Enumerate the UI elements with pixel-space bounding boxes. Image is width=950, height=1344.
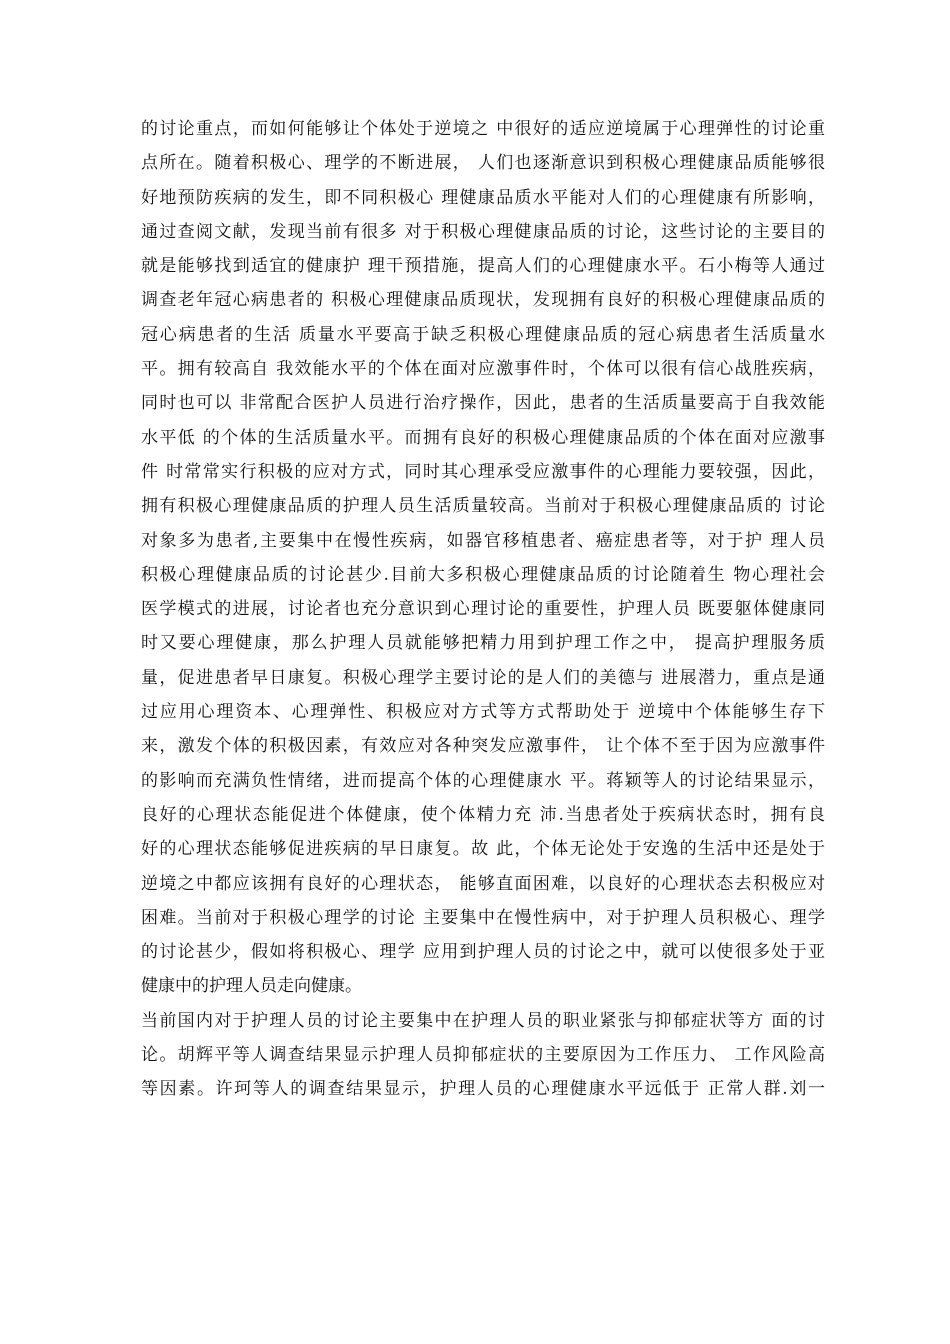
text-line: 冠心病患者的生活 质量水平要高于缺乏积极心理健康品质的冠心病患者生活质量水 (141, 324, 825, 345)
text-line: 好地预防疾病的发生，即不同积极心 理健康品质水平能对人们的心理健康有所影响， (141, 187, 825, 208)
text-line: 水平低 的个体的生活质量水平。而拥有良好的积极心理健康品质的个体在面对应激事 (141, 427, 825, 448)
document-body (141, 112, 825, 1107)
text-line: 健康中的护理人员走向健康。 (141, 976, 362, 997)
paragraph-1 (141, 112, 825, 1004)
text-line: 医学模式的进展，讨论者也充分意识到心理讨论的重要性，护理人员 既要躯体健康同 (141, 599, 825, 620)
text-line: 通过查阅文献，发现当前有很多 对于积极心理健康品质的讨论，这些讨论的主要目的 (141, 221, 825, 242)
text-line: 论。胡辉平等人调查结果显示护理人员抑郁症状的主要原因为工作压力、 工作风险高 (141, 1045, 825, 1066)
text-line: 时又要心理健康，那么护理人员就能够把精力用到护理工作之中， 提高护理服务质 (141, 633, 825, 654)
text-line: 调查老年冠心病患者的 积极心理健康品质现状，发现拥有良好的积极心理健康品质的 (141, 290, 825, 311)
text-line: 逆境之中都应该拥有良好的心理状态， 能够直面困难，以良好的心理状态去积极应对 (141, 873, 825, 894)
text-line: 就是能够找到适宜的健康护 理干预措施，提高人们的心理健康水平。石小梅等人通过 (141, 256, 825, 277)
text-line: 的讨论重点，而如何能够让个体处于逆境之 中很好的适应逆境属于心理弹性的讨论重 (141, 119, 825, 139)
text-line: 困难。当前对于积极心理学的讨论 主要集中在慢性病中，对于护理人员积极心、理学 (141, 907, 825, 928)
text-line: 等因素。许珂等人的调查结果显示，护理人员的心理健康水平远低于 正常人群.刘一 (141, 1079, 825, 1100)
text-line: 过应用心理资本、心理弹性、积极应对方式等方式帮助处于 逆境中个体能够生存下 (141, 702, 825, 723)
text-line: 拥有积极心理健康品质的护理人员生活质量较高。当前对于积极心理健康品质的 讨论 (141, 496, 825, 517)
text-line: 平。拥有较高自 我效能水平的个体在面对应激事件时，个体可以很有信心战胜疾病， (141, 359, 825, 380)
paragraph-2 (141, 1004, 825, 1107)
text-line: 良好的心理状态能促进个体健康，使个体精力充 沛.当患者处于疾病状态时，拥有良 (141, 804, 825, 825)
text-line: 的影响而充满负性情绪，进而提高个体的心理健康水 平。蒋颖等人的讨论结果显示， (141, 770, 825, 791)
text-line: 来，激发个体的积极因素，有效应对各种突发应激事件， 让个体不至于因为应激事件 (141, 736, 825, 757)
text-line: 件 时常常实行积极的应对方式，同时其心理承受应激事件的心理能力要较强，因此， (141, 461, 825, 482)
text-line: 的讨论甚少，假如将积极心、理学 应用到护理人员的讨论之中，就可以使很多处于亚 (141, 942, 825, 963)
text-line: 点所在。随着积极心、理学的不断进展， 人们也逐渐意识到积极心理健康品质能够很 (141, 153, 825, 174)
text-line: 好的心理状态能够促进疾病的早日康复。故 此，个体无论处于安逸的生活中还是处于 (141, 839, 825, 860)
text-line: 积极心理健康品质的讨论甚少.目前大多积极心理健康品质的讨论随着生 物心理社会 (141, 564, 825, 585)
text-line: 对象多为患者,主要集中在慢性疾病，如器官移植患者、癌症患者等，对于护 理人员 (141, 530, 825, 551)
text-line: 当前国内对于护理人员的讨论主要集中在护理人员的职业紧张与抑郁症状等方 面的讨 (141, 1010, 825, 1031)
text-line: 同时也可以 非常配合医护人员进行治疗操作，因此，患者的生活质量要高于自我效能 (141, 393, 825, 414)
text-line: 量，促进患者早日康复。积极心理学主要讨论的是人们的美德与 进展潜力，重点是通 (141, 667, 825, 688)
